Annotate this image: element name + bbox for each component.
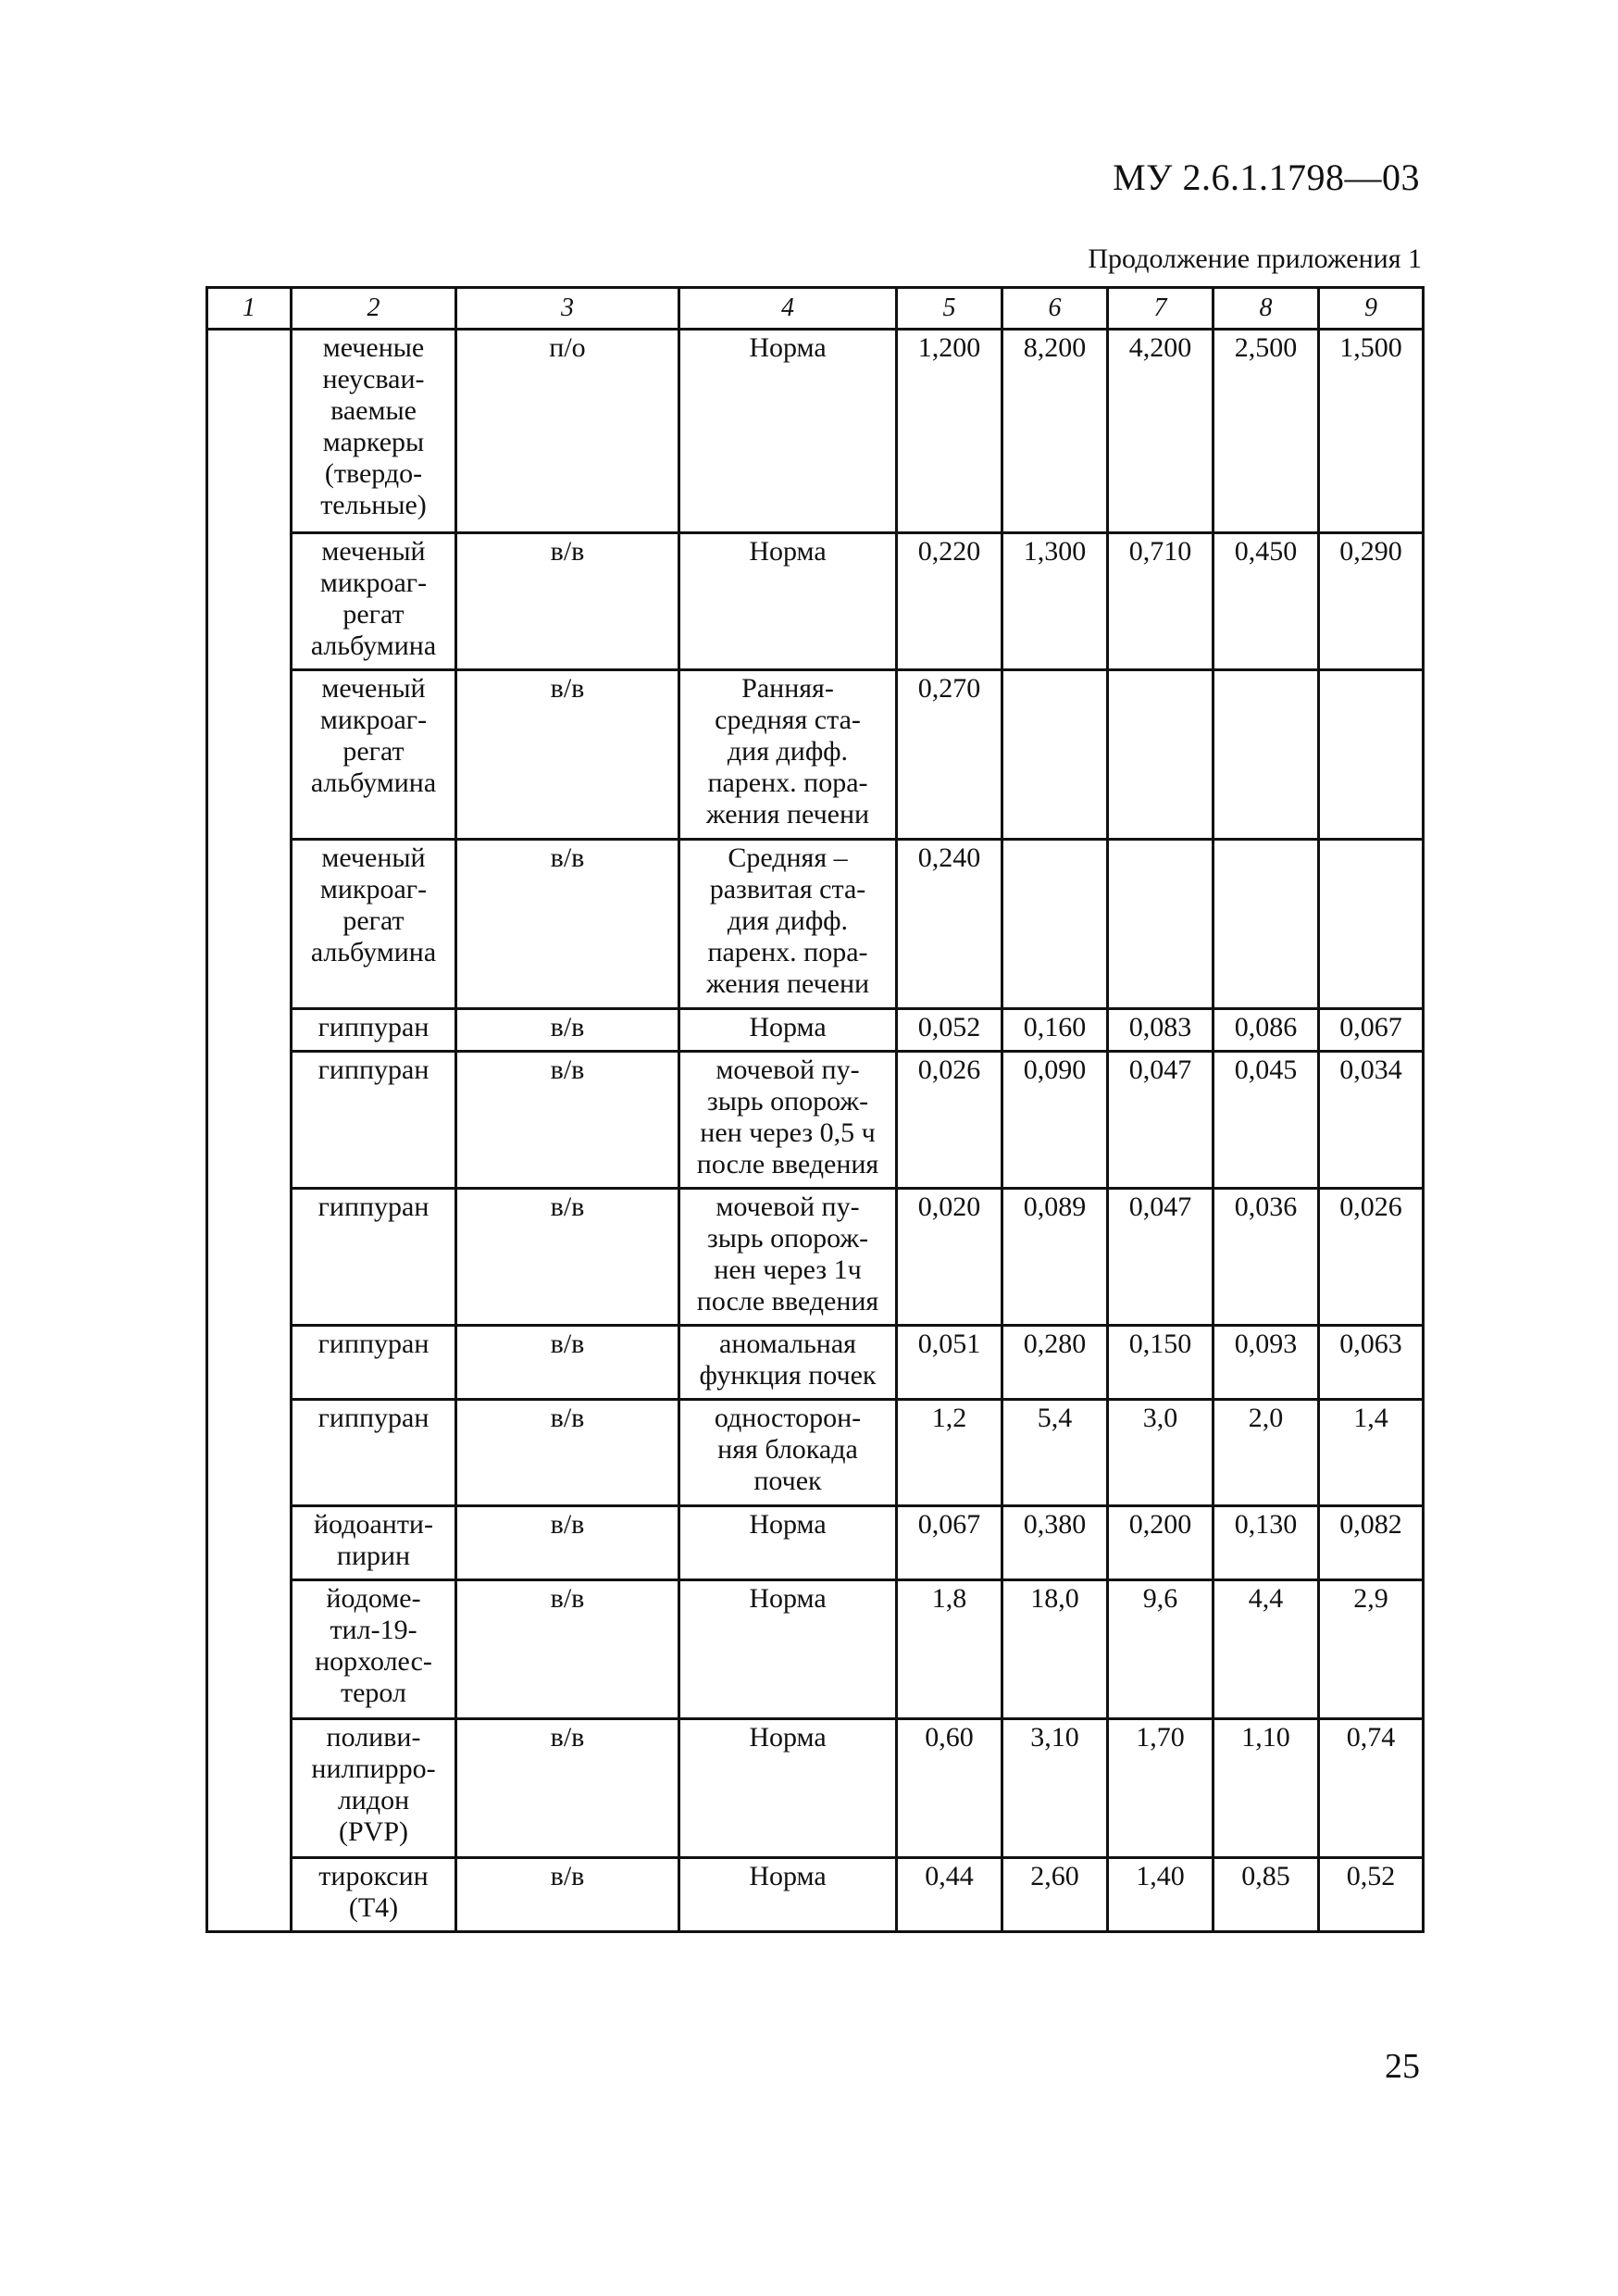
- cell-c4: [679, 1858, 897, 1932]
- cell-c9: [1319, 1400, 1424, 1506]
- cell-text: 0,047: [1128, 1192, 1192, 1222]
- cell-c4: [679, 533, 897, 670]
- table-row: [207, 1326, 1424, 1400]
- cell-c4: [679, 1189, 897, 1326]
- cell-text: Средняя – развитая ста- дия дифф. паренх. пора- жения печени: [705, 842, 870, 999]
- cell-text: гиппуран: [317, 1054, 429, 1085]
- cell-c9: [1319, 1858, 1424, 1932]
- cell-c7: [1108, 1400, 1214, 1506]
- cell-c3: [456, 330, 679, 533]
- cell-c6: [1002, 1400, 1108, 1506]
- cell-c9: [1319, 1189, 1424, 1326]
- cell-c8: [1214, 1326, 1319, 1400]
- cell-text: в/в: [550, 673, 585, 704]
- cell-c2: [292, 1719, 456, 1858]
- table-row: [207, 1506, 1424, 1580]
- cell-text: Ранняя- средняя ста- дия дифф. паренх. пора- жения печени: [705, 673, 870, 830]
- cell-text: меченые неусваи- ваемые маркеры (твердо- тельные): [320, 332, 427, 520]
- cell-text: йодоме- тил-19- норхолес- терол: [315, 1583, 432, 1708]
- cell-c8: [1214, 1580, 1319, 1719]
- cell-c2: [292, 1580, 456, 1719]
- cell-text: 0,051: [917, 1329, 981, 1359]
- cell-text: в/в: [550, 1722, 585, 1753]
- cell-c8: [1214, 330, 1319, 533]
- table-row: [207, 1009, 1424, 1052]
- cell-c5: [897, 670, 1002, 840]
- cell-text: Норма: [749, 1861, 827, 1891]
- cell-text: 2,500: [1234, 332, 1298, 363]
- cell-text: меченый микроаг- регат альбумина: [310, 842, 437, 967]
- cell-c4: [679, 1400, 897, 1506]
- column-header-6: 6: [1002, 288, 1108, 330]
- cell-c4: [679, 1580, 897, 1719]
- cell-c8: [1214, 1052, 1319, 1189]
- table-row: [207, 330, 1424, 533]
- cell-text: в/в: [550, 1583, 585, 1614]
- cell-c9: [1319, 1506, 1424, 1580]
- cell-c7: [1108, 1506, 1214, 1580]
- table-row: [207, 1719, 1424, 1858]
- cell-text: в/в: [550, 1861, 585, 1891]
- cell-c9: [1319, 1719, 1424, 1858]
- cell-c8: [1214, 1400, 1319, 1506]
- cell-text: 8,200: [1023, 332, 1087, 363]
- cell-text: 3,10: [1030, 1722, 1079, 1753]
- cell-text: 0,290: [1339, 536, 1402, 567]
- cell-c4: [679, 1326, 897, 1400]
- cell-text: Норма: [749, 1012, 827, 1042]
- cell-text: 0,020: [917, 1192, 981, 1222]
- cell-c3: [456, 1506, 679, 1580]
- cell-c3: [456, 840, 679, 1009]
- cell-c8: [1214, 1506, 1319, 1580]
- column-header-3: 3: [456, 288, 679, 330]
- cell-c8: [1214, 1858, 1319, 1932]
- cell-text: в/в: [550, 1329, 585, 1359]
- cell-text: 0,74: [1346, 1722, 1396, 1753]
- cell-text: 1,200: [917, 332, 981, 363]
- cell-text: в/в: [550, 1403, 585, 1433]
- cell-c2: [292, 670, 456, 840]
- cell-text: 0,200: [1128, 1509, 1192, 1540]
- column-header-5: 5: [897, 288, 1002, 330]
- cell-c7: [1108, 670, 1214, 840]
- cell-c6: [1002, 1189, 1108, 1326]
- cell-text: гиппуран: [317, 1329, 429, 1359]
- cell-c9: [1319, 330, 1424, 533]
- header-row: [207, 288, 1424, 330]
- cell-text: в/в: [550, 1192, 585, 1222]
- cell-text: гиппуран: [317, 1192, 429, 1222]
- cell-text: 0,026: [1339, 1192, 1402, 1222]
- cell-c4: [679, 330, 897, 533]
- cell-c2: [292, 1400, 456, 1506]
- cell-c8: [1214, 1009, 1319, 1052]
- cell-text: 0,093: [1234, 1329, 1298, 1359]
- cell-c2: [292, 1009, 456, 1052]
- cell-text: 0,270: [917, 673, 981, 704]
- cell-text: 0,082: [1339, 1509, 1402, 1540]
- cell-c3: [456, 1052, 679, 1189]
- cell-c2: [292, 1506, 456, 1580]
- cell-c3: [456, 1400, 679, 1506]
- cell-c5: [897, 1400, 1002, 1506]
- cell-text: 4,4: [1248, 1583, 1284, 1614]
- cell-c8: [1214, 840, 1319, 1009]
- cell-text: односторон- няя блокада почек: [714, 1403, 862, 1496]
- cell-text: 5,4: [1037, 1403, 1073, 1433]
- cell-c7: [1108, 1009, 1214, 1052]
- cell-text: 0,034: [1339, 1054, 1402, 1085]
- cell-text: 0,710: [1128, 536, 1192, 567]
- cell-c8: [1214, 670, 1319, 840]
- cell-c9: [1319, 1052, 1424, 1189]
- cell-text: мочевой пу- зырь опорож- нен через 0,5 ч после введения: [696, 1054, 879, 1179]
- cell-text: 0,450: [1234, 536, 1298, 567]
- cell-c4: [679, 1506, 897, 1580]
- cell-text: 0,240: [917, 842, 981, 873]
- cell-c2: [292, 840, 456, 1009]
- cell-c9: [1319, 1326, 1424, 1400]
- cell-text: 1,4: [1353, 1403, 1388, 1433]
- cell-c9: [1319, 533, 1424, 670]
- cell-c6: [1002, 1506, 1108, 1580]
- cell-c3: [456, 1719, 679, 1858]
- cell-c6: [1002, 1326, 1108, 1400]
- cell-c2: [292, 1326, 456, 1400]
- cell-c3: [456, 1009, 679, 1052]
- table-row: [207, 840, 1424, 1009]
- column-1-cell: [207, 330, 292, 1932]
- cell-c4: [679, 1009, 897, 1052]
- cell-text: 3,0: [1142, 1403, 1178, 1433]
- cell-text: 0,130: [1234, 1509, 1298, 1540]
- cell-c2: [292, 1189, 456, 1326]
- page-number: 25: [1385, 2047, 1420, 2086]
- cell-text: 0,047: [1128, 1054, 1192, 1085]
- cell-c4: [679, 670, 897, 840]
- column-header-1: 1: [207, 288, 292, 330]
- document-code: МУ 2.6.1.1798—03: [1113, 156, 1420, 198]
- cell-text: 0,086: [1234, 1012, 1298, 1042]
- cell-text: 0,067: [1339, 1012, 1402, 1042]
- cell-c4: [679, 840, 897, 1009]
- continuation-caption: Продолжение приложения 1: [1088, 243, 1422, 274]
- cell-c5: [897, 330, 1002, 533]
- cell-text: 1,500: [1339, 332, 1402, 363]
- cell-c6: [1002, 1858, 1108, 1932]
- cell-c7: [1108, 330, 1214, 533]
- cell-c7: [1108, 1189, 1214, 1326]
- cell-text: тироксин (Т4): [318, 1861, 429, 1923]
- cell-c6: [1002, 1009, 1108, 1052]
- cell-text: 2,60: [1030, 1861, 1079, 1891]
- cell-c7: [1108, 1719, 1214, 1858]
- cell-text: 0,090: [1023, 1054, 1087, 1085]
- cell-text: 0,280: [1023, 1329, 1087, 1359]
- cell-text: Норма: [749, 332, 827, 363]
- cell-c2: [292, 1052, 456, 1189]
- cell-text: 0,063: [1339, 1329, 1402, 1359]
- table-row: [207, 533, 1424, 670]
- cell-c5: [897, 533, 1002, 670]
- cell-text: в/в: [550, 842, 585, 873]
- cell-text: 1,10: [1241, 1722, 1290, 1753]
- cell-text: 9,6: [1142, 1583, 1178, 1614]
- cell-c6: [1002, 840, 1108, 1009]
- cell-text: 0,52: [1346, 1861, 1396, 1891]
- cell-c5: [897, 1858, 1002, 1932]
- cell-c7: [1108, 1580, 1214, 1719]
- cell-c6: [1002, 1719, 1108, 1858]
- cell-c2: [292, 1858, 456, 1932]
- cell-text: в/в: [550, 1012, 585, 1042]
- cell-c9: [1319, 1009, 1424, 1052]
- table-header: [207, 288, 1424, 330]
- cell-c3: [456, 1858, 679, 1932]
- cell-text: йодоанти- пирин: [314, 1509, 433, 1571]
- cell-c4: [679, 1052, 897, 1189]
- cell-c5: [897, 1052, 1002, 1189]
- cell-text: 0,160: [1023, 1012, 1087, 1042]
- cell-text: в/в: [550, 1509, 585, 1540]
- cell-text: мочевой пу- зырь опорож- нен через 1ч после введения: [696, 1192, 879, 1316]
- cell-c5: [897, 1580, 1002, 1719]
- cell-text: поливи- нилпирро- лидон (PVP): [311, 1722, 436, 1847]
- cell-c3: [456, 1326, 679, 1400]
- cell-text: Норма: [749, 1583, 827, 1614]
- cell-text: 1,300: [1023, 536, 1087, 567]
- cell-c8: [1214, 533, 1319, 670]
- table-row: [207, 1400, 1424, 1506]
- cell-c9: [1319, 670, 1424, 840]
- cell-text: 0,150: [1128, 1329, 1192, 1359]
- cell-c8: [1214, 1189, 1319, 1326]
- cell-c9: [1319, 1580, 1424, 1719]
- cell-text: 0,220: [917, 536, 981, 567]
- cell-c2: [292, 330, 456, 533]
- cell-text: 1,2: [931, 1403, 967, 1433]
- data-table: [205, 286, 1425, 1933]
- cell-c7: [1108, 1858, 1214, 1932]
- cell-text: в/в: [550, 536, 585, 567]
- cell-text: 0,089: [1023, 1192, 1087, 1222]
- cell-text: 0,036: [1234, 1192, 1298, 1222]
- cell-text: 4,200: [1128, 332, 1192, 363]
- cell-text: Норма: [749, 536, 827, 567]
- cell-text: 0,60: [925, 1722, 974, 1753]
- table-row: [207, 1052, 1424, 1189]
- table-row: [207, 1580, 1424, 1719]
- cell-c6: [1002, 1580, 1108, 1719]
- cell-c9: [1319, 840, 1424, 1009]
- column-header-9: 9: [1319, 288, 1424, 330]
- cell-c6: [1002, 1052, 1108, 1189]
- cell-c7: [1108, 533, 1214, 670]
- column-header-4: 4: [679, 288, 897, 330]
- cell-c3: [456, 1189, 679, 1326]
- cell-text: 0,067: [917, 1509, 981, 1540]
- cell-c3: [456, 670, 679, 840]
- cell-c7: [1108, 840, 1214, 1009]
- cell-c7: [1108, 1052, 1214, 1189]
- cell-text: 0,026: [917, 1054, 981, 1085]
- cell-c6: [1002, 670, 1108, 840]
- table-row: [207, 670, 1424, 840]
- cell-text: 1,40: [1136, 1861, 1185, 1891]
- cell-text: гиппуран: [317, 1403, 429, 1433]
- cell-text: 0,85: [1241, 1861, 1290, 1891]
- cell-c4: [679, 1719, 897, 1858]
- cell-c6: [1002, 533, 1108, 670]
- cell-text: 0,380: [1023, 1509, 1087, 1540]
- cell-text: в/в: [550, 1054, 585, 1085]
- cell-text: 0,045: [1234, 1054, 1298, 1085]
- cell-c3: [456, 1580, 679, 1719]
- cell-text: 18,0: [1030, 1583, 1079, 1614]
- column-header-7: 7: [1108, 288, 1214, 330]
- cell-text: п/о: [549, 332, 586, 363]
- cell-c5: [897, 1189, 1002, 1326]
- cell-c8: [1214, 1719, 1319, 1858]
- cell-text: 2,0: [1248, 1403, 1284, 1433]
- cell-text: Норма: [749, 1722, 827, 1753]
- cell-text: гиппуран: [317, 1012, 429, 1042]
- cell-text: 0,44: [925, 1861, 974, 1891]
- cell-text: 0,083: [1128, 1012, 1192, 1042]
- cell-c2: [292, 533, 456, 670]
- cell-c5: [897, 1009, 1002, 1052]
- cell-c5: [897, 1506, 1002, 1580]
- column-header-2: 2: [292, 288, 456, 330]
- table-row: [207, 1858, 1424, 1932]
- table-body: [207, 330, 1424, 1932]
- cell-c6: [1002, 330, 1108, 533]
- cell-c7: [1108, 1326, 1214, 1400]
- cell-text: 1,70: [1136, 1722, 1185, 1753]
- cell-text: Норма: [749, 1509, 827, 1540]
- cell-c5: [897, 840, 1002, 1009]
- column-header-8: 8: [1214, 288, 1319, 330]
- cell-text: меченый микроаг- регат альбумина: [310, 673, 437, 798]
- cell-c5: [897, 1719, 1002, 1858]
- cell-c5: [897, 1326, 1002, 1400]
- cell-text: 2,9: [1353, 1583, 1388, 1614]
- cell-c3: [456, 533, 679, 670]
- cell-text: 1,8: [931, 1583, 967, 1614]
- cell-text: аномальная функция почек: [699, 1329, 877, 1391]
- table-row: [207, 1189, 1424, 1326]
- cell-text: меченый микроаг- регат альбумина: [310, 536, 437, 661]
- cell-text: 0,052: [917, 1012, 981, 1042]
